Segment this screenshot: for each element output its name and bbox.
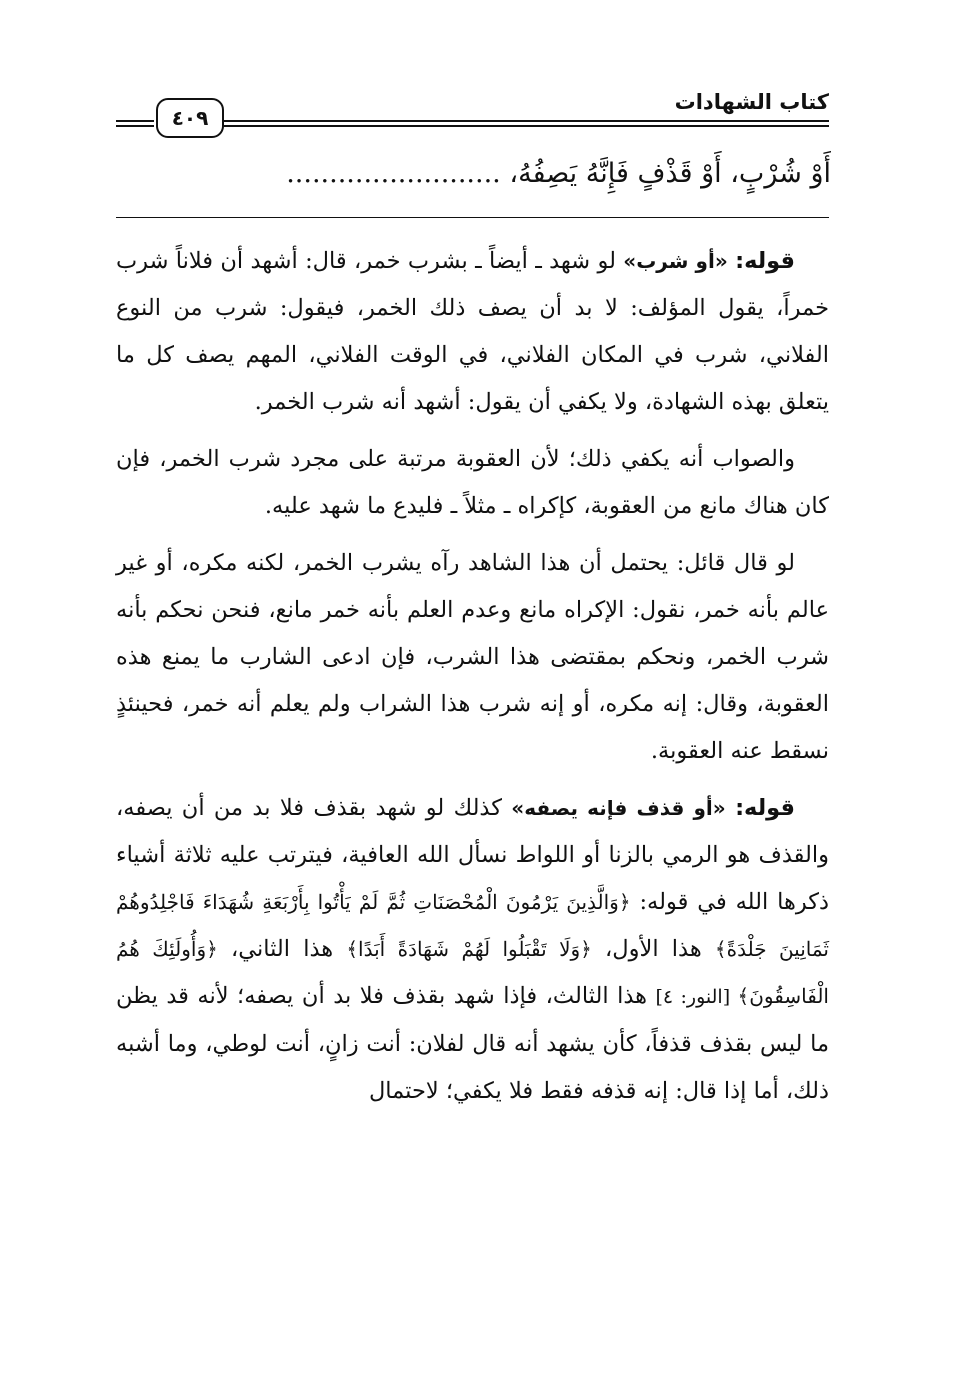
quran-verse: ﴿وَالَّذِينَ يَرْمُونَ الْمُحْصَنَاتِ ثُمَّ لَمْ يَأْتُوا بِأَرْبَعَةِ شُهَدَاءَ فَاجْلِدُوهُمْ ثَمَانِينَ جَلْدَةً﴾ [116,890,830,961]
verse-reference: [النور: ٤] [655,986,738,1008]
header-rule-left [116,120,154,127]
paragraph-4 [116,785,829,1115]
quran-verse: ﴿وَلَا تَقْبَلُوا لَهُمْ شَهَادَةً أَبَدًا﴾ [346,937,592,961]
matn-text: أَوْ شُرْبٍ، أَوْ قَذْفٍ فَإِنَّهُ يَصِفُهُ، [509,158,831,189]
lead-word: قوله: [735,795,795,821]
paragraph-2 [116,436,829,530]
commentary-body [116,238,829,1125]
page-number: ٤٠٩ [156,98,224,138]
page-header [116,88,829,132]
paragraph-1 [116,238,829,426]
paragraph-text: والصواب أنه يكفي ذلك؛ لأن العقوبة مرتبة على مجرد شرب الخمر، فإن كان هناك مانع من العقوبة، كإكراه ـ مثلاً ـ فليدع ما شهد عليه. [116,446,829,519]
paragraph-text: هذا الثالث، فإذا شهد بقذف فلا بد أن يصفه؛ لأنه قد يظن ما ليس بقذف قذفاً، كأن يشهد أنه قال لفلان: أنت زانٍ، أنت لوطي، وما أشبه ذلك، أما إذا قال: إنه قذفه فقط فلا يكفي؛ لاحتمال [116,983,829,1104]
header-rule-right [224,120,829,127]
matn-dots: ......................... [286,158,501,189]
matn-line [116,148,831,202]
quran-verse: ﴿وَأُولَئِكَ هُمُ الْفَاسِقُونَ﴾ [116,937,829,1008]
paragraph-text: لو شهد ـ أيضاً ـ بشرب خمر، قال: أشهد أن فلاناً شرب خمراً، يقول المؤلف: لا بد أن يصف ذلك الخمر، فيقول: شرب من النوع الفلاني، شرب في المكان الفلاني، في الوقت الفلاني، المهم يصف كل ما يتعلق بهذه الشهادة، ولا يكفي أن يقول: أشهد أنه شرب الخمر. [116,248,829,415]
paragraph-text: لو قال قائل: يحتمل أن هذا الشاهد رآه يشرب الخمر، لكنه مكره، أو غير عالم بأنه خمر، نقول: الإكراه مانع وعدم العلم بأنه خمر مانع، فنحن نحكم بأنه شرب الخمر، ونحكم بمقتضى هذا الشرب، فإن ادعى الشارب ما يمنع هذه العقوبة، وقال: إنه مكره، أو إنه شرب هذا الشراب ولم يعلم أنه خمر، فحينئذٍ نسقط عنه العقوبة. [116,550,829,764]
paragraph-3 [116,540,829,775]
lead-word: قوله: [735,248,796,274]
paragraph-text: هذا الأول، [591,936,715,962]
matn-divider [116,217,829,218]
paragraph-text: هذا الثاني، [217,936,347,962]
quoted-phrase: «أو قذف فإنه يصفه» [511,796,726,820]
paragraph-text: كذلك لو شهد بقذف فلا بد من أن يصفه، والقذف هو الرمي بالزنا أو اللواط نسأل الله العافية، فيترتب عليه ثلاثة أشياء ذكرها الله في قوله: [116,795,829,915]
chapter-title: كتاب الشهادات [674,90,829,114]
quoted-phrase: «أو شرب» [623,249,728,273]
